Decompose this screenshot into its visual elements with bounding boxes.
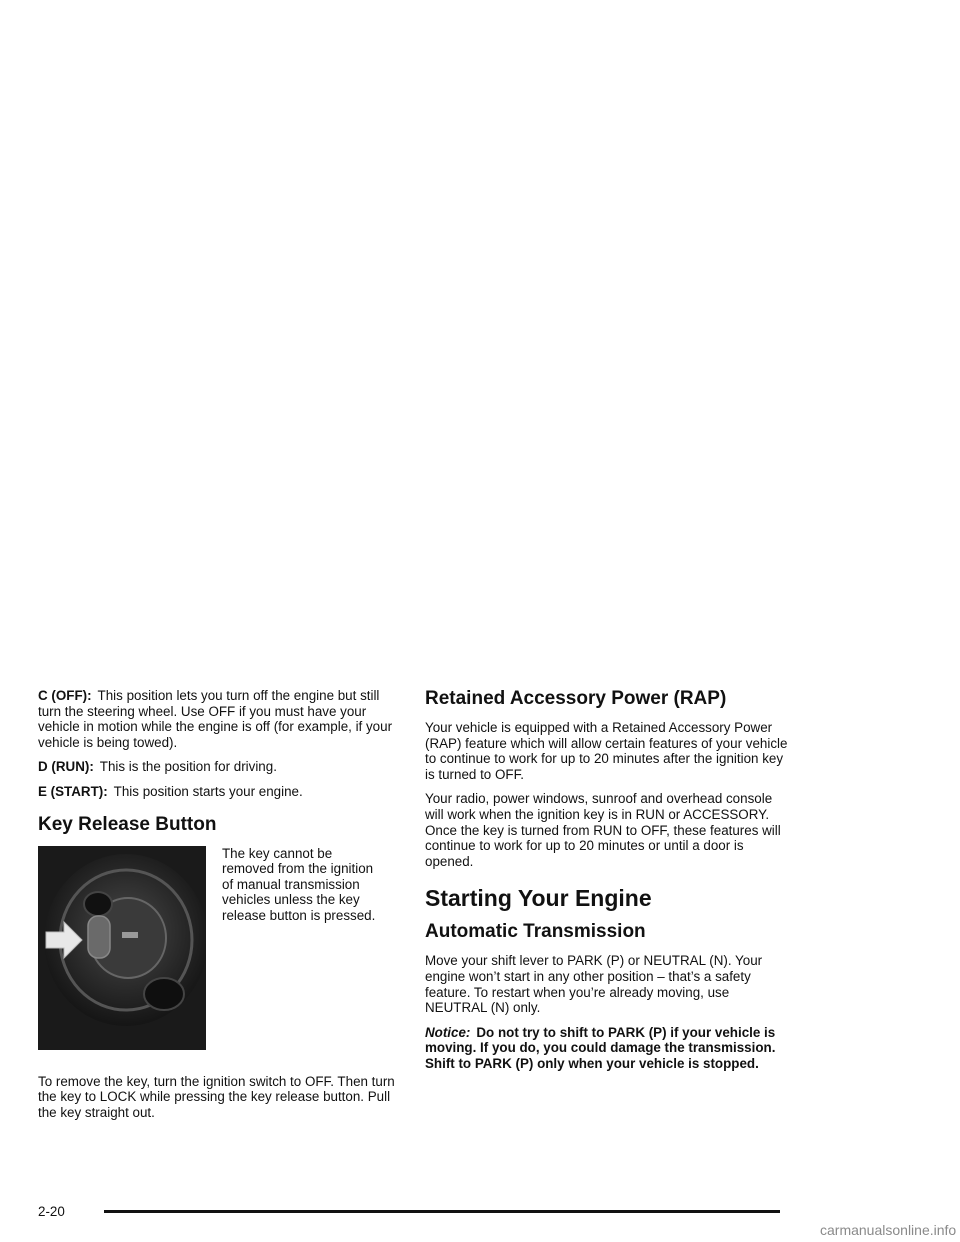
- ignition-run-paragraph: [38, 759, 398, 775]
- notice-paragraph: [425, 1025, 790, 1072]
- site-watermark: carmanualsonline.info: [820, 1222, 957, 1238]
- automatic-transmission-paragraph: Move your shift lever to PARK (P) or NEUTRAL (N). Your engine won’t start in any other position – that’s a safety feature. To restart when you’re already moving, use NEUTRAL (N) only.: [425, 953, 763, 1016]
- rap-paragraph-2: Your radio, power windows, sunroof and overhead console will work when the ignition key is in RUN or ACCESSORY. Once the key is turned from RUN to OFF, these features will continue to work for up to 20 minutes or until a door is opened.: [425, 791, 781, 869]
- ignition-run-term: D (RUN):: [38, 759, 94, 775]
- ignition-off-text: This position lets you turn off the engine but still turn the steering wheel. Use OFF if you must have your vehicle in motion while the engine is off (for example, if your vehicle is being towed).: [38, 688, 393, 750]
- rap-paragraph-1: Your vehicle is equipped with a Retained Accessory Power (RAP) feature which will allow certain features of your vehicle to continue to work for up to 20 minutes after the ignition key is turned to OFF.: [425, 720, 788, 782]
- footer-rule: [104, 1210, 780, 1213]
- starting-engine-heading: Starting Your Engine: [425, 885, 652, 912]
- ignition-lock-illustration: [38, 846, 206, 1050]
- ignition-key-release-photo: [38, 846, 206, 1050]
- ignition-start-paragraph: [38, 784, 398, 800]
- ignition-run-text: This is the position for driving.: [99, 759, 277, 775]
- rap-heading: Retained Accessory Power (RAP): [425, 688, 727, 709]
- notice-label: Notice:: [425, 1024, 471, 1040]
- ignition-off-paragraph: [38, 688, 398, 750]
- left-column: [38, 688, 398, 1129]
- page-number: 2-20: [38, 1204, 65, 1219]
- notice-text: Do not try to shift to PARK (P) if your vehicle is moving. If you do, you could damage the transmission. Shift to PARK (P) only when your vehicle is stopped.: [425, 1024, 776, 1071]
- automatic-transmission-heading: Automatic Transmission: [425, 921, 646, 943]
- remove-key-paragraph: To remove the key, turn the ignition switch to OFF. Then turn the key to LOCK while pressing the key release button. Pull the key straight out.: [38, 1073, 395, 1120]
- ignition-start-term: E (START):: [38, 783, 108, 799]
- key-release-text: The key cannot be removed from the ignition of manual transmission vehicles unless the key release button is pressed.: [222, 845, 376, 923]
- key-release-heading: Key Release Button: [38, 813, 217, 835]
- key-release-block: [38, 846, 398, 1050]
- ignition-off-term: C (OFF):: [38, 688, 92, 703]
- ignition-start-text: This position starts your engine.: [113, 783, 303, 799]
- right-column: [425, 688, 790, 1081]
